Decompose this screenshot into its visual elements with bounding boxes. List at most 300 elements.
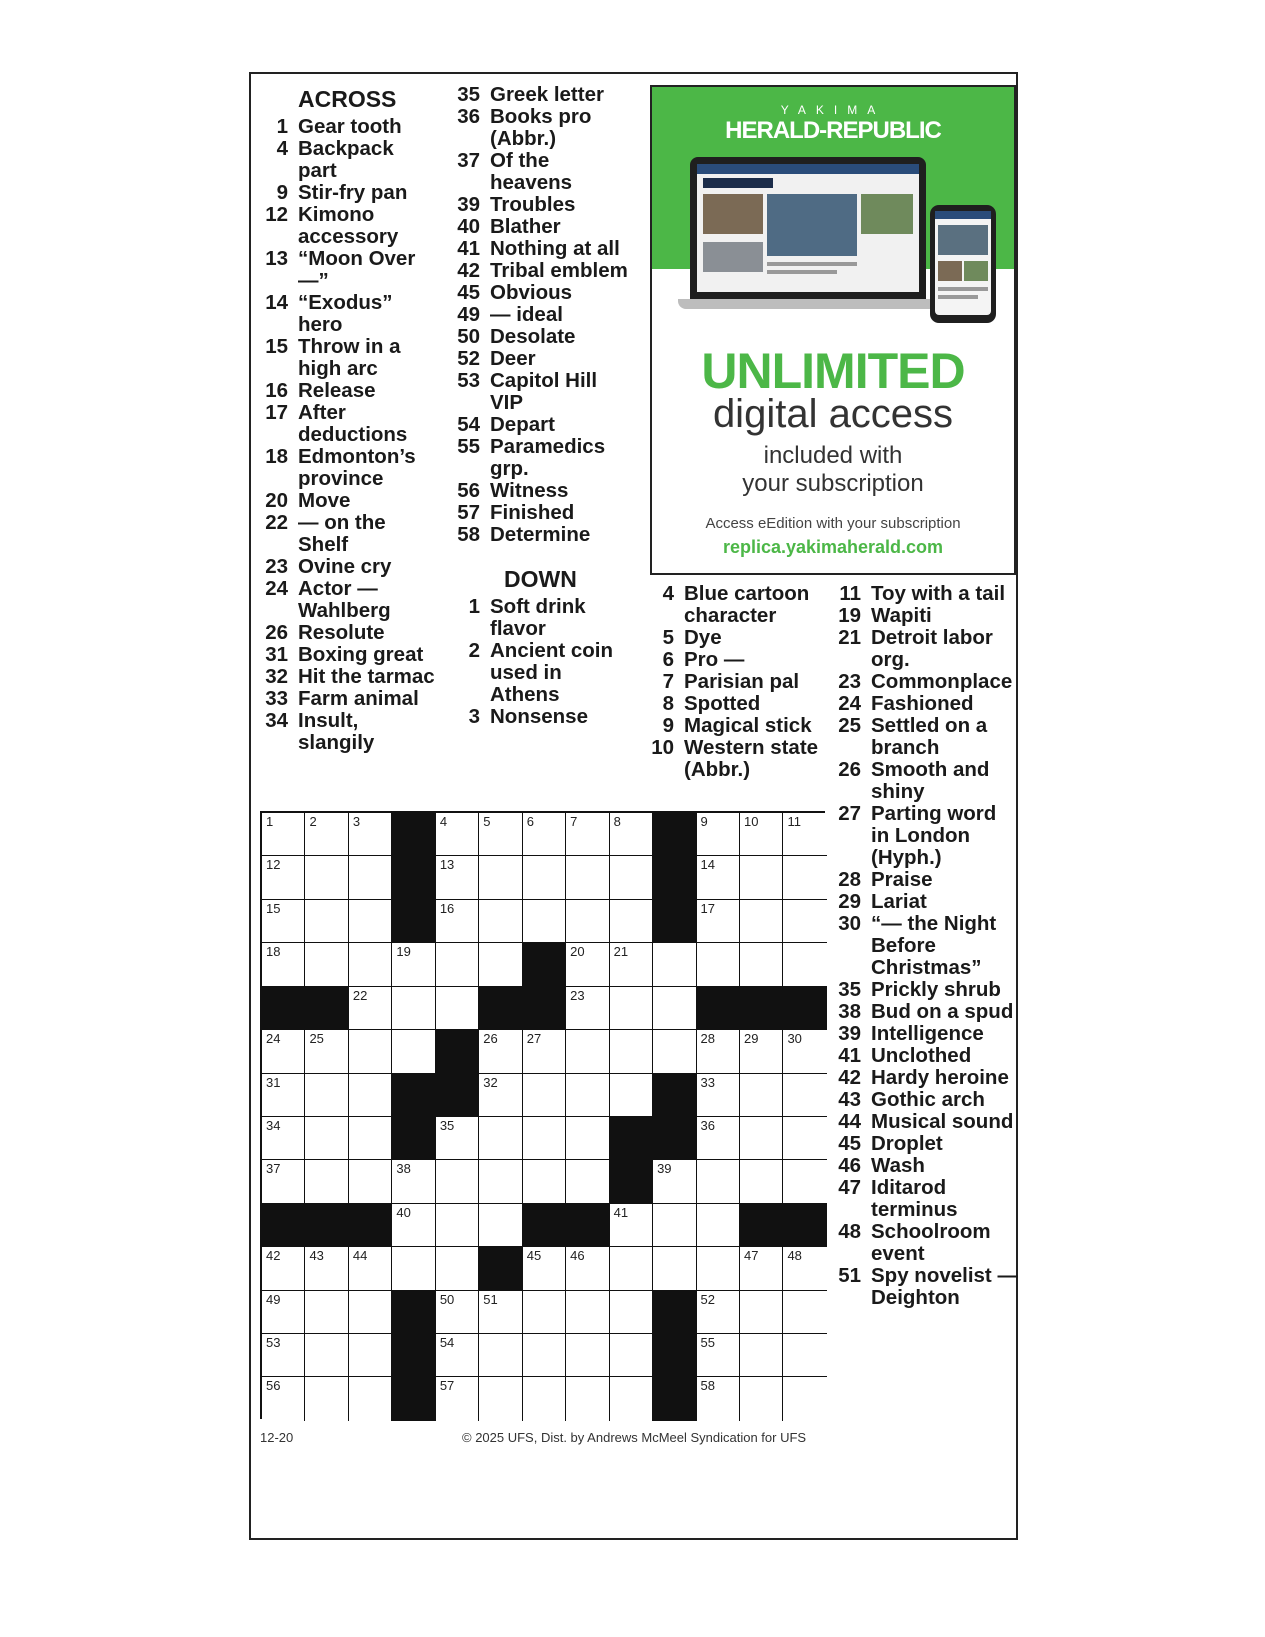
grid-cell[interactable]	[740, 1334, 783, 1377]
clue-number: 26	[265, 621, 288, 644]
clue-text: Paramedics grp.	[490, 435, 606, 480]
grid-cell[interactable]	[783, 1117, 826, 1160]
clue-item	[258, 116, 436, 138]
grid-cell[interactable]	[697, 1291, 740, 1334]
grid-cell[interactable]	[479, 1377, 522, 1420]
grid-cell[interactable]	[349, 1334, 392, 1377]
clue-number: 46	[838, 1154, 861, 1177]
grid-cell[interactable]	[479, 856, 522, 899]
clue-number: 9	[662, 714, 674, 737]
grid-cell[interactable]	[305, 1160, 348, 1203]
grid-cell[interactable]	[392, 987, 435, 1030]
cell-number: 54	[439, 1335, 455, 1351]
grid-cell[interactable]	[479, 1117, 522, 1160]
grid-cell[interactable]	[697, 856, 740, 899]
grid-cell[interactable]	[262, 856, 305, 899]
clue-number: 47	[838, 1176, 861, 1199]
cell-number: 23	[570, 987, 585, 1003]
clue-item	[448, 150, 628, 194]
grid-cell[interactable]	[523, 1074, 566, 1117]
grid-cell[interactable]	[262, 1160, 305, 1203]
clue-number: 36	[457, 105, 480, 128]
cell-number: 1	[266, 814, 274, 829]
grid-cell[interactable]	[610, 1204, 653, 1247]
clue-item	[258, 336, 436, 380]
grid-cell[interactable]	[349, 813, 392, 856]
clue-number: 44	[838, 1110, 861, 1133]
grid-cell[interactable]	[783, 900, 826, 943]
down-clue-list-2	[640, 583, 822, 781]
grid-cell[interactable]	[566, 1030, 609, 1073]
cell-number: 32	[483, 1074, 498, 1090]
clue-item	[258, 666, 436, 688]
clue-item	[258, 182, 436, 204]
grid-cell[interactable]	[305, 1334, 348, 1377]
clue-number: 13	[265, 247, 288, 270]
grid-cell[interactable]	[740, 1030, 783, 1073]
grid-cell[interactable]	[436, 813, 479, 856]
cell-number: 47	[743, 1248, 759, 1264]
grid-cell[interactable]	[653, 987, 696, 1030]
ad-included-line-2: your subscription	[742, 470, 924, 497]
grid-cell[interactable]	[436, 943, 479, 986]
black-square	[349, 1204, 392, 1247]
grid-cell[interactable]	[305, 900, 348, 943]
grid-cell[interactable]	[523, 856, 566, 899]
cell-number: 15	[266, 900, 281, 916]
clue-number: 32	[265, 665, 288, 688]
grid-cell[interactable]	[566, 1247, 609, 1290]
grid-cell[interactable]	[349, 1117, 392, 1160]
clue-number: 4	[662, 582, 674, 605]
grid-cell[interactable]	[653, 1030, 696, 1073]
grid-cell[interactable]	[523, 1334, 566, 1377]
grid-cell[interactable]	[436, 1117, 479, 1160]
cell-number: 37	[266, 1161, 281, 1177]
grid-cell[interactable]	[740, 1160, 783, 1203]
black-square	[566, 1204, 609, 1247]
clue-number: 19	[838, 604, 861, 627]
grid-cell[interactable]	[566, 987, 609, 1030]
clue-text: Gothic arch	[871, 1088, 985, 1111]
clue-item	[258, 512, 436, 556]
grid-cell[interactable]	[523, 813, 566, 856]
clue-number: 16	[265, 379, 288, 402]
clue-number: 42	[457, 259, 480, 282]
cell-number: 4	[439, 814, 448, 829]
ad-brand-logo: HERALD-REPUBLIC	[725, 117, 941, 144]
clue-item	[825, 671, 1020, 693]
clue-item	[448, 260, 628, 282]
cell-number: 41	[613, 1204, 629, 1220]
cell-number: 33	[700, 1074, 715, 1090]
black-square	[392, 1334, 435, 1377]
cell-number: 6	[526, 814, 534, 829]
grid-cell[interactable]	[523, 1247, 566, 1290]
grid-cell[interactable]	[305, 1074, 348, 1117]
grid-cell[interactable]	[566, 1160, 609, 1203]
grid-cell[interactable]	[783, 943, 826, 986]
ad-included-line-1: included with	[763, 442, 903, 469]
grid-cell[interactable]	[305, 1291, 348, 1334]
clue-number: 40	[457, 215, 480, 238]
cell-number: 39	[657, 1161, 672, 1177]
ad-eedition-text: Access eEdition with your subscription	[705, 515, 961, 532]
clue-number: 31	[265, 643, 288, 666]
grid-cell[interactable]	[610, 987, 653, 1030]
grid-cell[interactable]	[610, 1247, 653, 1290]
grid-cell[interactable]	[349, 1074, 392, 1117]
down-clues-column-2	[640, 583, 822, 781]
grid-cell[interactable]	[479, 943, 522, 986]
black-square	[697, 987, 740, 1030]
black-square	[305, 987, 348, 1030]
clue-item	[640, 671, 822, 693]
grid-cell[interactable]	[697, 813, 740, 856]
grid-cell[interactable]	[392, 1247, 435, 1290]
clue-text: Boxing great	[298, 643, 424, 666]
clue-number: 25	[838, 714, 861, 737]
clue-text: Desolate	[490, 325, 576, 348]
grid-cell[interactable]	[523, 1030, 566, 1073]
cell-number: 44	[352, 1248, 368, 1264]
grid-cell[interactable]	[392, 943, 435, 986]
black-square	[653, 813, 696, 856]
grid-cell[interactable]	[392, 1030, 435, 1073]
black-square	[262, 1204, 305, 1247]
black-square	[653, 1334, 696, 1377]
grid-cell[interactable]	[479, 1030, 522, 1073]
clue-text: Spy novelist — Deighton	[871, 1264, 1018, 1309]
clue-text: Determine	[490, 523, 591, 546]
cell-number: 17	[700, 900, 715, 916]
grid-cell[interactable]	[436, 1247, 479, 1290]
grid-cell[interactable]	[740, 1247, 783, 1290]
grid-cell[interactable]	[523, 1160, 566, 1203]
black-square	[523, 987, 566, 1030]
clue-text: “Exodus” hero	[298, 291, 393, 336]
grid-cell[interactable]	[566, 813, 609, 856]
grid-cell[interactable]	[610, 1334, 653, 1377]
grid-cell[interactable]	[305, 813, 348, 856]
grid-cell[interactable]	[783, 1160, 826, 1203]
clue-item	[825, 715, 1020, 759]
clue-text: Actor — Wahlberg	[298, 577, 391, 622]
clue-item	[258, 556, 436, 578]
grid-cell[interactable]	[436, 1204, 479, 1247]
clue-item	[825, 1111, 1020, 1133]
grid-cell[interactable]	[783, 1247, 826, 1290]
grid-cell[interactable]	[305, 943, 348, 986]
grid-cell[interactable]	[566, 1377, 609, 1420]
black-square	[479, 1247, 522, 1290]
grid-cell[interactable]	[349, 987, 392, 1030]
grid-cell[interactable]	[436, 1334, 479, 1377]
cell-number: 26	[483, 1031, 498, 1047]
grid-cell[interactable]	[262, 1030, 305, 1073]
clue-text: Magical stick	[684, 714, 812, 737]
grid-cell[interactable]	[305, 1117, 348, 1160]
grid-cell[interactable]	[479, 1204, 522, 1247]
black-square	[392, 813, 435, 856]
clue-text: Unclothed	[871, 1044, 972, 1067]
grid-cell[interactable]	[479, 1074, 522, 1117]
grid-cell[interactable]	[610, 856, 653, 899]
clue-item	[448, 596, 628, 640]
grid-cell[interactable]	[349, 943, 392, 986]
grid-cell[interactable]	[262, 1291, 305, 1334]
clue-text: Spotted	[684, 692, 761, 715]
grid-cell[interactable]	[740, 943, 783, 986]
grid-cell[interactable]	[653, 1247, 696, 1290]
clue-item	[640, 649, 822, 671]
clue-item	[825, 1001, 1020, 1023]
grid-cell[interactable]	[479, 1334, 522, 1377]
grid-cell[interactable]	[783, 1074, 826, 1117]
clue-item	[448, 238, 628, 260]
clue-item	[825, 759, 1020, 803]
ad-url-link[interactable]: replica.yakimaherald.com	[722, 537, 944, 557]
clue-item	[825, 1045, 1020, 1067]
grid-cell[interactable]	[349, 856, 392, 899]
grid-cell[interactable]	[349, 900, 392, 943]
grid-cell[interactable]	[436, 987, 479, 1030]
ad-brand-small: YAKIMA	[780, 103, 886, 117]
grid-cell[interactable]	[697, 1117, 740, 1160]
clue-text: Capitol Hill VIP	[490, 369, 598, 414]
grid-cell[interactable]	[566, 1117, 609, 1160]
grid-cell[interactable]	[697, 1074, 740, 1117]
grid-cell[interactable]	[349, 1160, 392, 1203]
cell-number: 30	[787, 1031, 802, 1047]
grid-cell[interactable]	[349, 1377, 392, 1420]
grid-cell[interactable]	[436, 1291, 479, 1334]
black-square	[653, 856, 696, 899]
grid-cell[interactable]	[610, 900, 653, 943]
grid-cell[interactable]	[479, 900, 522, 943]
cell-number: 7	[570, 814, 578, 829]
grid-cell[interactable]	[740, 1291, 783, 1334]
grid-cell[interactable]	[479, 1160, 522, 1203]
grid-cell[interactable]	[610, 1377, 653, 1420]
grid-cell[interactable]	[392, 1204, 435, 1247]
black-square	[392, 1074, 435, 1117]
grid-cell[interactable]	[436, 1160, 479, 1203]
grid-cell[interactable]	[697, 1030, 740, 1073]
cell-number: 46	[570, 1248, 585, 1264]
clue-text: Nonsense	[490, 705, 588, 728]
clue-number: 58	[457, 523, 480, 546]
grid-cell[interactable]	[566, 900, 609, 943]
clue-text: Praise	[871, 868, 933, 891]
clue-item	[448, 414, 628, 436]
grid-cell[interactable]	[697, 900, 740, 943]
clue-text: Blather	[490, 215, 561, 238]
laptop-screen	[690, 157, 926, 299]
grid-cell[interactable]	[349, 1247, 392, 1290]
clue-text: Pro —	[684, 648, 745, 671]
clue-text: Gear tooth	[298, 115, 402, 138]
grid-cell[interactable]	[305, 856, 348, 899]
grid-cell[interactable]	[262, 1074, 305, 1117]
crossword-grid[interactable]	[260, 811, 825, 1419]
cell-number: 12	[266, 857, 281, 873]
phone-icon	[930, 205, 996, 323]
clue-text: Edmonton’s province	[298, 445, 416, 490]
grid-cell[interactable]	[436, 900, 479, 943]
grid-cell[interactable]	[305, 1030, 348, 1073]
grid-cell[interactable]	[566, 943, 609, 986]
clue-text: — on the Shelf	[298, 511, 386, 556]
cell-number: 45	[526, 1248, 542, 1264]
grid-cell[interactable]	[697, 1160, 740, 1203]
grid-cell[interactable]	[610, 943, 653, 986]
clue-text: Witness	[490, 479, 569, 502]
grid-cell[interactable]	[697, 1334, 740, 1377]
grid-cell[interactable]	[610, 1030, 653, 1073]
clue-item	[825, 803, 1020, 869]
grid-cell[interactable]	[653, 943, 696, 986]
ad-subhead: digital access	[712, 392, 954, 436]
down-clues-column-3	[825, 583, 1020, 1309]
cell-number: 21	[613, 944, 629, 960]
grid-cell[interactable]	[262, 1247, 305, 1290]
clue-number: 28	[838, 868, 861, 891]
cell-number: 51	[483, 1291, 498, 1307]
grid-cell[interactable]	[262, 1377, 305, 1420]
clue-item	[825, 913, 1020, 979]
clue-number: 57	[457, 501, 480, 524]
clue-text: Iditarod terminus	[871, 1176, 958, 1221]
clue-item	[258, 292, 436, 336]
grid-cell[interactable]	[610, 1074, 653, 1117]
grid-cell[interactable]	[262, 1117, 305, 1160]
clue-number: 41	[457, 237, 480, 260]
grid-cell[interactable]	[566, 856, 609, 899]
grid-cell[interactable]	[740, 1074, 783, 1117]
clue-text: Blue cartoon character	[684, 582, 810, 627]
grid-cell[interactable]	[783, 813, 826, 856]
clue-item	[448, 216, 628, 238]
clue-number: 7	[662, 670, 674, 693]
grid-cell[interactable]	[262, 943, 305, 986]
clue-number: 51	[838, 1264, 861, 1287]
grid-cell[interactable]	[783, 1291, 826, 1334]
clue-number: 11	[839, 582, 861, 605]
clue-number: 20	[265, 489, 288, 512]
grid-cell[interactable]	[349, 1030, 392, 1073]
across-clue-list-1	[258, 116, 436, 754]
clue-item	[825, 1221, 1020, 1265]
clue-item	[448, 524, 628, 546]
grid-cell[interactable]	[653, 1160, 696, 1203]
grid-cell[interactable]	[697, 1377, 740, 1420]
grid-cell[interactable]	[305, 1377, 348, 1420]
grid-cell[interactable]	[740, 813, 783, 856]
black-square	[392, 1377, 435, 1420]
cell-number: 13	[439, 857, 455, 873]
cell-number: 36	[700, 1117, 715, 1133]
black-square	[392, 1291, 435, 1334]
clue-item	[640, 715, 822, 737]
grid-cell[interactable]	[262, 900, 305, 943]
grid-cell[interactable]	[740, 856, 783, 899]
clue-number: 42	[838, 1066, 861, 1089]
grid-cell[interactable]	[783, 1377, 826, 1420]
grid-cell[interactable]	[610, 813, 653, 856]
clue-item	[448, 502, 628, 524]
grid-cell[interactable]	[566, 1291, 609, 1334]
grid-cell[interactable]	[436, 856, 479, 899]
grid-cell[interactable]	[436, 1377, 479, 1420]
grid-cell[interactable]	[783, 1334, 826, 1377]
clue-text: Commonplace	[871, 670, 1013, 693]
clue-number: 1	[468, 595, 480, 618]
grid-cell[interactable]	[479, 813, 522, 856]
grid-cell[interactable]	[740, 900, 783, 943]
grid-cell[interactable]	[740, 1117, 783, 1160]
clue-item	[258, 622, 436, 644]
grid-cell[interactable]	[479, 1291, 522, 1334]
clue-text: Stir-fry pan	[298, 181, 408, 204]
subscription-ad[interactable]	[650, 85, 1016, 575]
clue-text: Resolute	[298, 621, 385, 644]
clue-number: 53	[457, 369, 480, 392]
grid-cell[interactable]	[610, 1291, 653, 1334]
grid-cell[interactable]	[523, 900, 566, 943]
cell-number: 52	[700, 1291, 715, 1307]
clue-text: Soft drink flavor	[490, 595, 586, 640]
clue-text: Release	[298, 379, 376, 402]
grid-cell[interactable]	[697, 1204, 740, 1247]
grid-cell[interactable]	[262, 813, 305, 856]
clue-number: 45	[457, 281, 480, 304]
clue-number: 41	[838, 1044, 861, 1067]
cell-number: 16	[439, 900, 455, 916]
grid-cell[interactable]	[740, 1377, 783, 1420]
grid-cell[interactable]	[697, 943, 740, 986]
grid-cell[interactable]	[262, 1334, 305, 1377]
clue-number: 17	[265, 401, 288, 424]
grid-cell[interactable]	[566, 1074, 609, 1117]
clue-item	[258, 688, 436, 710]
black-square	[305, 1204, 348, 1247]
clue-item	[448, 282, 628, 304]
clue-text: Bud on a spud	[871, 1000, 1014, 1023]
grid-cell[interactable]	[653, 1204, 696, 1247]
grid-cell[interactable]	[349, 1291, 392, 1334]
grid-cell[interactable]	[392, 1160, 435, 1203]
clue-item	[825, 1133, 1020, 1155]
clue-number: 39	[457, 193, 480, 216]
clue-number: 27	[838, 802, 861, 825]
grid-cell[interactable]	[566, 1334, 609, 1377]
grid-cell[interactable]	[783, 856, 826, 899]
cell-number: 28	[700, 1031, 715, 1047]
grid-cell[interactable]	[783, 1030, 826, 1073]
clue-text: Of the heavens	[490, 149, 573, 194]
cell-number: 18	[266, 944, 281, 960]
cell-number: 49	[266, 1291, 281, 1307]
clue-text: — ideal	[490, 303, 563, 326]
clue-text: Intelligence	[871, 1022, 984, 1045]
clue-item	[825, 627, 1020, 671]
grid-cell[interactable]	[523, 1117, 566, 1160]
grid-cell[interactable]	[523, 1377, 566, 1420]
grid-cell[interactable]	[523, 1291, 566, 1334]
grid-cell[interactable]	[305, 1247, 348, 1290]
grid-cell[interactable]	[697, 1247, 740, 1290]
